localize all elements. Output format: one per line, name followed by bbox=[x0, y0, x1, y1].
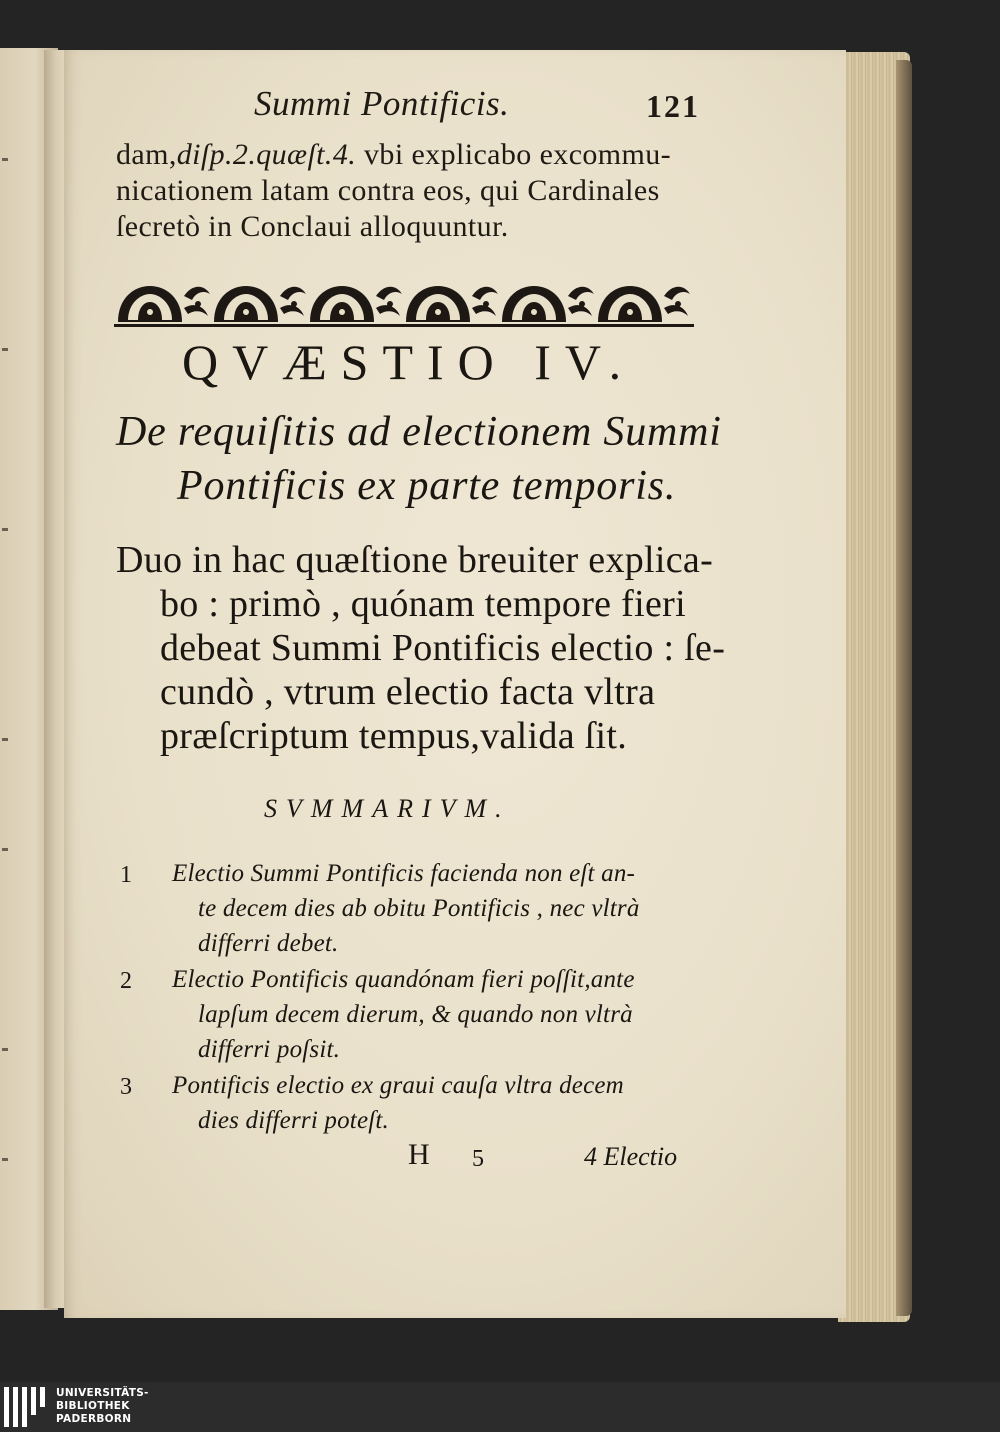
question-subtitle-line: De requiſitis ad electionem Summi bbox=[116, 409, 722, 455]
summary-item-line: differri poſsit. bbox=[198, 1036, 341, 1063]
summary-item-line: Electio Pontificis quandónam fieri poſſit,ante bbox=[172, 966, 635, 993]
summary-item-number: 3 bbox=[120, 1074, 132, 1100]
summary-item-line: te decem dies ab obitu Pontificis , nec vltrà bbox=[198, 895, 640, 922]
summary-item-line: dies differri poteſt. bbox=[198, 1107, 389, 1134]
summary-item-number: 1 bbox=[120, 862, 132, 888]
intro-paragraph-line: Duo in hac quæſtione breuiter explica- bbox=[116, 539, 714, 581]
page-block-shadow bbox=[896, 60, 912, 1316]
library-logo-text: BIBLIOTHEK bbox=[56, 1400, 130, 1412]
library-footer-bar bbox=[0, 1382, 1000, 1432]
signature-number: 5 bbox=[472, 1146, 484, 1172]
intro-paragraph-line: præſcriptum tempus,valida ſit. bbox=[160, 715, 628, 757]
continuation-line: ſecretò in Conclaui alloquuntur. bbox=[116, 210, 509, 243]
continuation-line: nicationem latam contra eos, qui Cardinales bbox=[116, 174, 660, 207]
library-logo-text: PADERBORN bbox=[56, 1413, 132, 1425]
continuation-line: dam,diſp.2.quæſt.4. vbi explicabo excommu- bbox=[116, 138, 672, 171]
page-number: 121 bbox=[646, 88, 700, 124]
citation: diſp.2.quæſt.4. bbox=[176, 138, 357, 171]
running-head: Summi Pontificis. bbox=[254, 84, 510, 123]
catchword: 4 Electio bbox=[584, 1142, 678, 1171]
summary-heading: SVMMARIVM. bbox=[264, 794, 511, 823]
summary-item-line: Pontificis electio ex graui cauſa vltra decem bbox=[172, 1072, 624, 1099]
summary-item-line: differri debet. bbox=[198, 930, 339, 957]
intro-paragraph-line: cundò , vtrum electio facta vltra bbox=[160, 671, 656, 713]
intro-paragraph-line: bo : primò , quónam tempore fieri bbox=[160, 583, 686, 625]
question-subtitle-line: Pontificis ex parte temporis. bbox=[177, 463, 677, 509]
signature-mark: H bbox=[408, 1138, 432, 1171]
summary-item-line: Electio Summi Pontificis facienda non eſt an- bbox=[172, 860, 636, 887]
library-logo-text: UNIVERSITÄTS- bbox=[56, 1387, 149, 1399]
intro-paragraph-line: debeat Summi Pontificis electio : ſe- bbox=[160, 627, 726, 669]
question-title: QVÆSTIO IV. bbox=[182, 334, 636, 390]
summary-item-number: 2 bbox=[120, 968, 132, 994]
decorative-ornament-band bbox=[114, 278, 694, 330]
book-page bbox=[64, 50, 846, 1318]
library-logo-icon bbox=[4, 1387, 46, 1427]
summary-item-line: lapſum decem dierum, & quando non vltrà bbox=[198, 1001, 633, 1028]
